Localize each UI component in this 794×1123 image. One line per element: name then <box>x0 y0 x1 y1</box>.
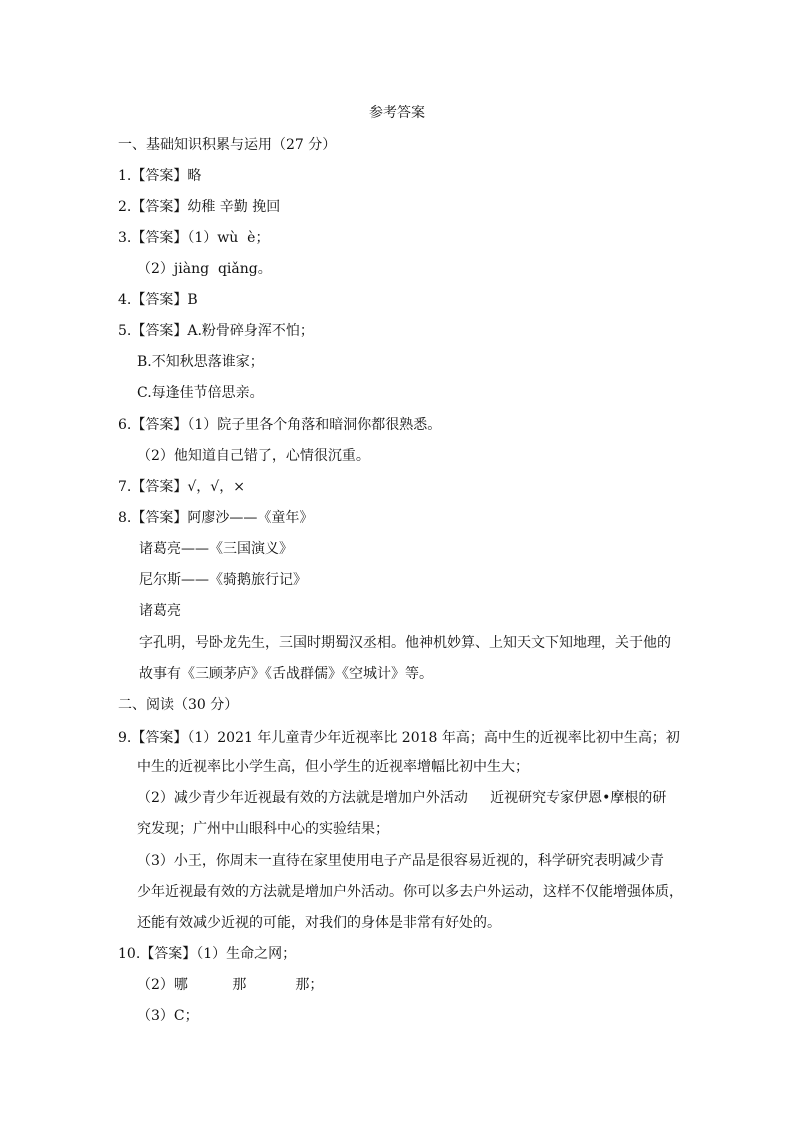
answer-10-part-2: （2）哪 那 那； <box>137 977 324 993</box>
answer-4: 4.【答案】B <box>118 292 198 308</box>
section-heading-2: 二、阅读（30 分） <box>118 697 239 713</box>
answer-6-part-2: （2）他知道自己错了，心情很沉重。 <box>137 448 370 464</box>
answer-5: 5.【答案】A.粉骨碎身浑不怕； <box>118 323 314 339</box>
answer-6: 6.【答案】（1）院子里各个角落和暗洞你都很熟悉。 <box>118 417 442 433</box>
answer-8-line-5: 字孔明，号卧龙先生，三国时期蜀汉丞相。他神机妙算、上知天文下知地理，关于他的 <box>139 635 671 651</box>
answer-1: 1.【答案】略 <box>118 168 202 184</box>
answer-3: 3.【答案】（1）wù è； <box>118 230 270 246</box>
answer-5-b: B.不知秋思落谁家； <box>137 354 264 370</box>
answer-9-part-2-line-2: 究发现；广州中山眼科中心的实验结果； <box>137 821 389 837</box>
answer-10-part-3: （3）C； <box>137 1008 199 1024</box>
answer-9-part-3: （3）小王，你周末一直待在家里使用电子产品是很容易近视的，科学研究表明减少青 <box>137 853 664 869</box>
answer-8-line-6: 故事有《三顾茅庐》《舌战群儒》《空城计》等。 <box>139 666 433 682</box>
answer-7: 7.【答案】√，√，× <box>118 479 245 495</box>
answer-9-line-2: 中生的近视率比小学生高，但小学生的近视率增幅比初中生大； <box>137 759 529 775</box>
answer-8-line-2: 诸葛亮——《三国演义》 <box>139 541 293 557</box>
answer-8: 8.【答案】阿廖沙——《童年》 <box>118 510 314 526</box>
answer-9-part-3-line-3: 还能有效减少近视的可能，对我们的身体是非常有好处的。 <box>137 915 501 931</box>
answer-9-part-2: （2）减少青少年近视最有效的方法就是增加户外活动 近视研究专家伊恩•摩根的研 <box>137 790 667 806</box>
answer-2: 2.【答案】幼稚 辛勤 挽回 <box>118 199 281 215</box>
section-heading-1: 一、基础知识积累与运用（27 分） <box>118 137 337 153</box>
answer-10: 10.【答案】（1）生命之网； <box>118 946 297 962</box>
answer-9-part-3-line-2: 少年近视最有效的方法就是增加户外活动。你可以多去户外运动，这样不仅能增强体质， <box>137 884 683 900</box>
page-title: 参考答案 <box>369 105 425 121</box>
answer-3-part-2: （2）jiàng qiǎng。 <box>137 261 272 277</box>
answer-5-c: C.每逢佳节倍思亲。 <box>137 385 264 401</box>
answer-8-line-4: 诸葛亮 <box>139 603 181 619</box>
answer-8-line-3: 尼尔斯——《骑鹅旅行记》 <box>139 572 307 588</box>
answer-9: 9.【答案】（1）2021 年儿童青少年近视率比 2018 年高；高中生的近视率比初中生高；初 <box>118 730 680 746</box>
